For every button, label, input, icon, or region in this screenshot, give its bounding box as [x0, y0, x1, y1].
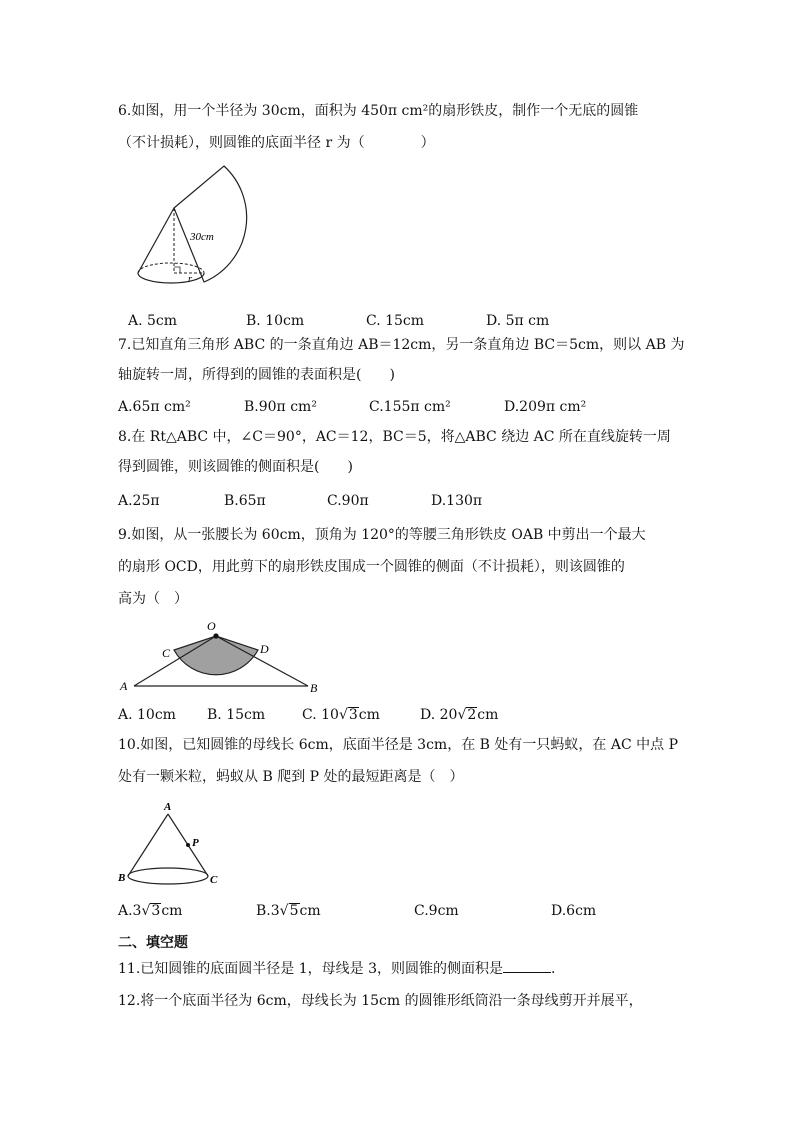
q10-cone-figure	[116, 794, 220, 888]
q6-option-d: D. 5π cm	[486, 313, 550, 329]
q7-option-a: A.65π cm²	[118, 399, 191, 415]
q9-option-d-coef: D. 20	[420, 707, 458, 723]
q10-option-d: D.6cm	[551, 903, 597, 919]
q9-option-c-radicand: 3	[348, 707, 358, 723]
q11-line	[118, 960, 555, 978]
section-2-title: 二、填空题	[118, 935, 188, 951]
q6-label-30: 30cm	[190, 231, 214, 243]
q6-option-b: B. 10cm	[246, 313, 305, 329]
q11-end: .	[550, 961, 556, 977]
q10-option-c: C.9cm	[414, 903, 459, 919]
q6-right-angle-mark	[174, 267, 180, 273]
q8-line1: 8.在 Rt△ABC 中，∠C＝90°，AC＝12，BC＝5，将△ABC 绕边 AC 所在直线旋转一周	[118, 429, 671, 445]
q9-option-a: A. 10cm	[118, 707, 176, 723]
q9-label-c: C	[162, 646, 171, 660]
q11-answer-blank[interactable]	[503, 960, 551, 973]
q10-label-c: C	[210, 874, 218, 886]
q9-triangle-figure	[116, 614, 326, 694]
q8-option-b: B.65π	[224, 493, 266, 509]
q9-label-b: B	[310, 681, 318, 694]
q10-line2: 处有一颗米粒，蚂蚁从 B 爬到 P 处的最短距离是（ ）	[118, 769, 464, 785]
q10-line1: 10.如图，已知圆锥的母线长 6cm，底面半径是 3cm，在 B 处有一只蚂蚁，在 AC 中点 P	[118, 737, 678, 753]
q7-line2: 轴旋转一周，所得到的圆锥的表面积是( )	[118, 367, 395, 383]
q9-option-d-unit: cm	[477, 707, 499, 723]
q10-base-front	[128, 876, 208, 884]
q9-sector	[174, 636, 258, 675]
q6-option-a: A. 5cm	[128, 313, 178, 329]
q11-text: 11.已知圆锥的底面圆半径是 1，母线是 3，则圆锥的侧面积是	[118, 961, 503, 977]
q9-option-c-coef: C. 10	[302, 707, 339, 723]
q9-line3: 高为（ ）	[118, 591, 188, 607]
q6-line2: （不计损耗），则圆锥的底面半径 r 为（ ）	[118, 135, 435, 151]
q9-option-d: D. 20√2cm	[420, 707, 499, 723]
q10-option-a-coef: A.3	[118, 903, 142, 919]
q10-option-b-unit: cm	[299, 903, 321, 919]
q10-label-b: B	[118, 872, 126, 884]
q6-line1: 6.如图，用一个半径为 30cm，面积为 450π cm²的扇形铁皮，制作一个无底的圆锥	[118, 103, 639, 119]
q6-cone-left-side	[138, 208, 174, 273]
q6-option-c: C. 15cm	[366, 313, 425, 329]
q8-line2: 得到圆锥，则该圆锥的侧面积是( )	[118, 459, 353, 475]
q10-option-a-radicand: 3	[151, 903, 161, 919]
q9-option-d-radicand: 2	[467, 707, 477, 723]
q10-label-p: P	[192, 837, 199, 849]
q6-base-back	[138, 263, 204, 273]
q8-option-c: C.90π	[327, 493, 369, 509]
q10-option-b-radicand: 5	[289, 903, 299, 919]
q8-option-a: A.25π	[118, 493, 160, 509]
q7-option-c: C.155π cm²	[369, 399, 451, 415]
q6-base-front	[138, 273, 204, 283]
q10-side-ab	[128, 814, 168, 876]
q7-line1: 7.已知直角三角形 ABC 的一条直角边 AB＝12cm，另一条直角边 BC＝5cm，则以 AB 为	[118, 337, 685, 353]
q6-label-r: r	[188, 274, 192, 285]
q7-option-b: B.90π cm²	[244, 399, 317, 415]
q9-label-a: A	[120, 679, 128, 693]
q9-line2: 的扇形 OCD，用此剪下的扇形铁皮围成一个圆锥的侧面（不计损耗），则该圆锥的	[118, 559, 625, 575]
q10-option-b-coef: B.3	[256, 903, 280, 919]
q9-point-o	[213, 633, 218, 638]
q6-sector	[174, 166, 247, 282]
q10-option-b: B.3√5cm	[256, 903, 321, 919]
q9-line1: 9.如图，从一张腰长为 60cm，顶角为 120°的等腰三角形铁皮 OAB 中剪出一个最大	[118, 527, 646, 543]
q12-line1: 12.将一个底面半径为 6cm，母线长为 15cm 的圆锥形纸筒沿一条母线剪开并展平，	[118, 993, 643, 1009]
q9-label-o: O	[207, 619, 216, 633]
q10-option-a-unit: cm	[161, 903, 183, 919]
q9-option-b: B. 15cm	[207, 707, 266, 723]
q7-option-d: D.209π cm²	[504, 399, 587, 415]
q9-option-c-unit: cm	[358, 707, 380, 723]
q10-label-a: A	[164, 801, 172, 813]
q10-base-back	[128, 868, 208, 876]
q10-option-a: A.3√3cm	[118, 903, 183, 919]
q8-option-d: D.130π	[431, 493, 483, 509]
q10-point-p	[186, 843, 190, 847]
q9-option-c: C. 10√3cm	[302, 707, 380, 723]
q6-cone-figure	[134, 160, 256, 300]
q9-label-d: D	[260, 642, 269, 656]
